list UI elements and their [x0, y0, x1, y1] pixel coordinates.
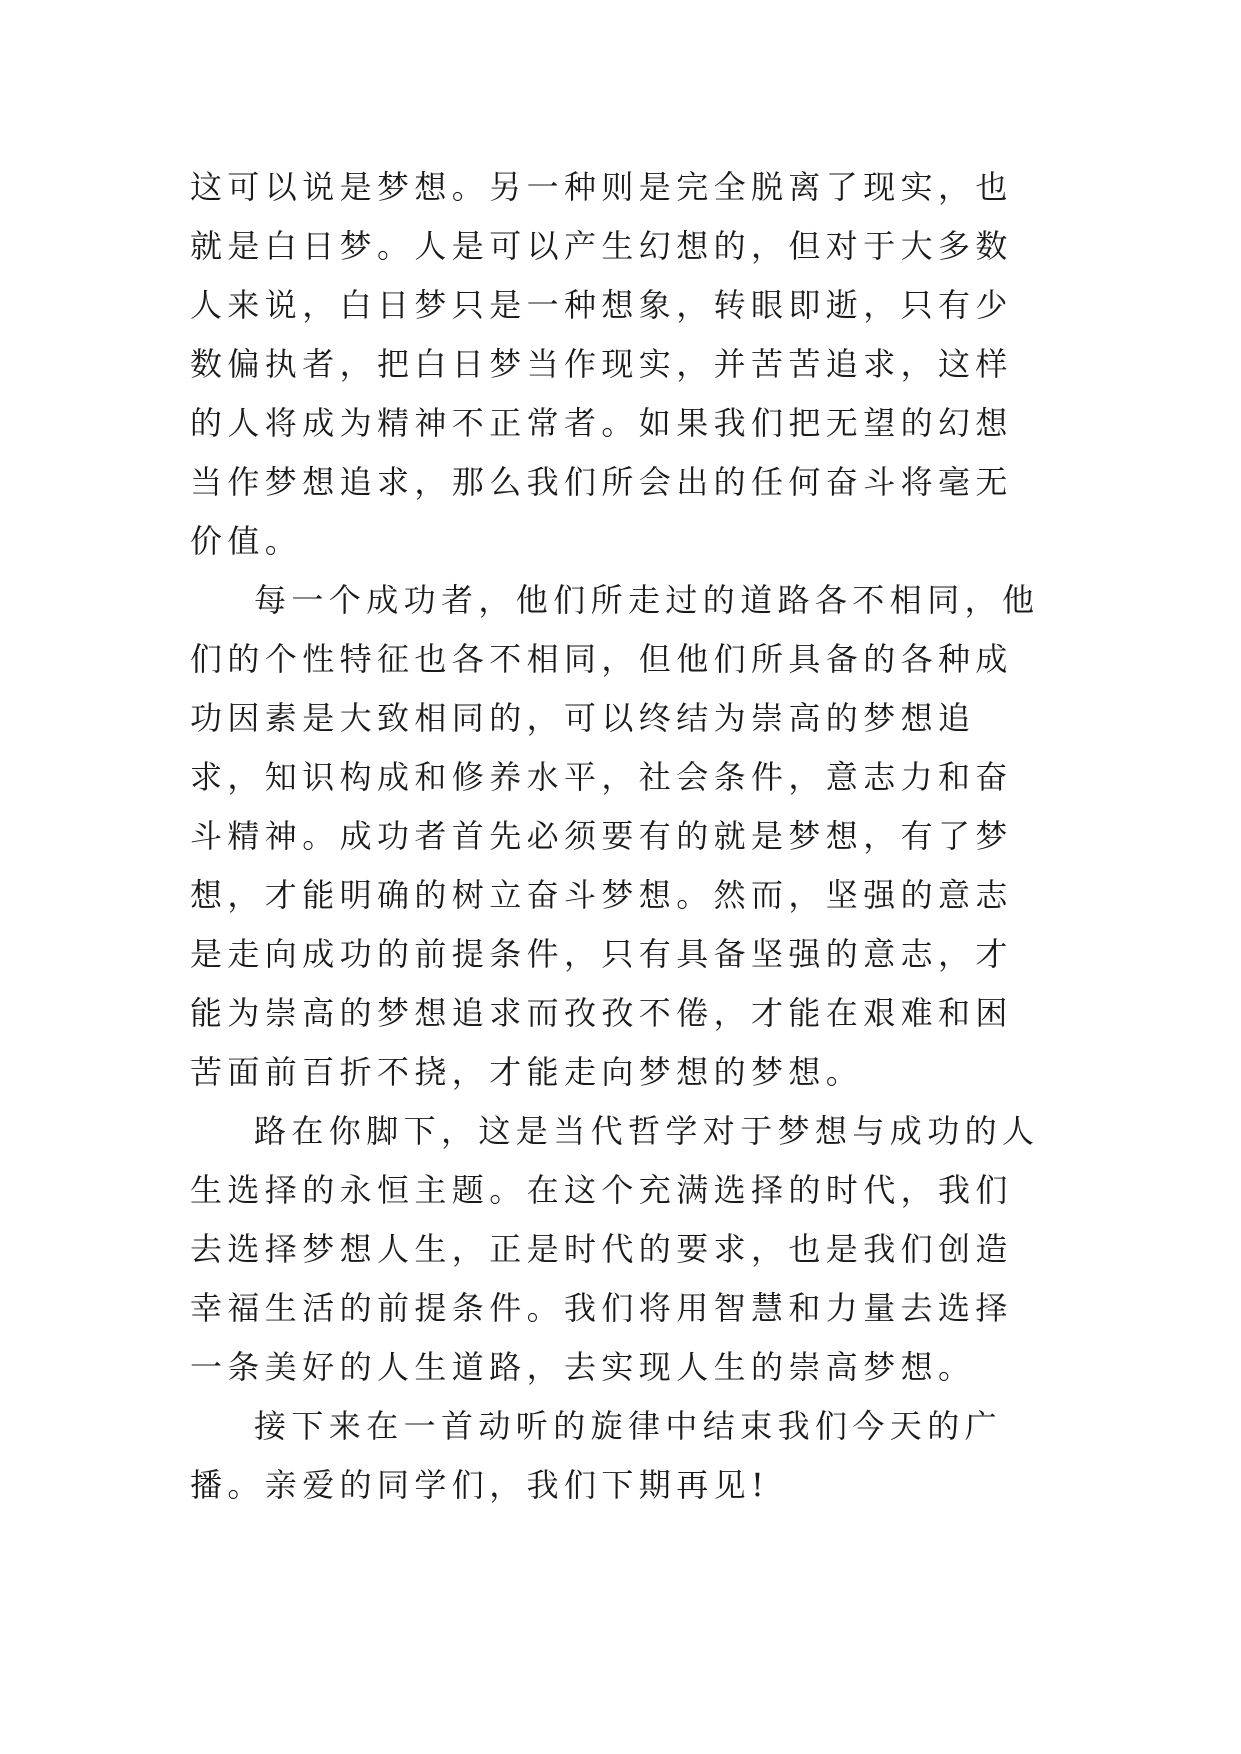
paragraph-2: 每一个成功者，他们所走过的道路各不相同，他们的个性特征也各不相同，但他们所具备的各种成功因素是大致相同的，可以终结为崇高的梦想追求，知识构成和修养水平，社会条件，意志力和奋斗精神。成功者首先必须要有的就是梦想，有了梦想，才能明确的树立奋斗梦想。然而，坚强的意志是走向成功的前提条件，只有具备坚强的意志，才能为崇高的梦想追求而孜孜不倦，才能在艰难和困苦面前百折不挠，才能走向梦想的梦想。: [190, 581, 1040, 1091]
paragraph-3: 路在你脚下，这是当代哲学对于梦想与成功的人生选择的永恒主题。在这个充满选择的时代，我们去选择梦想人生，正是时代的要求，也是我们创造幸福生活的前提条件。我们将用智慧和力量去选择一条美好的人生道路，去实现人生的崇高梦想。: [190, 1112, 1040, 1386]
paragraph-1: 这可以说是梦想。另一种则是完全脱离了现实，也就是白日梦。人是可以产生幻想的，但对于大多数人来说，白日梦只是一种想象，转眼即逝，只有少数偏执者，把白日梦当作现实，并苦苦追求，这样的人将成为精神不正常者。如果我们把无望的幻想当作梦想追求，那么我们所会出的任何奋斗将毫无价值。: [190, 168, 1013, 560]
paragraph-4: 接下来在一首动听的旋律中结束我们今天的广播。亲爱的同学们，我们下期再见!: [190, 1407, 1003, 1504]
body-text: [190, 158, 1050, 1515]
